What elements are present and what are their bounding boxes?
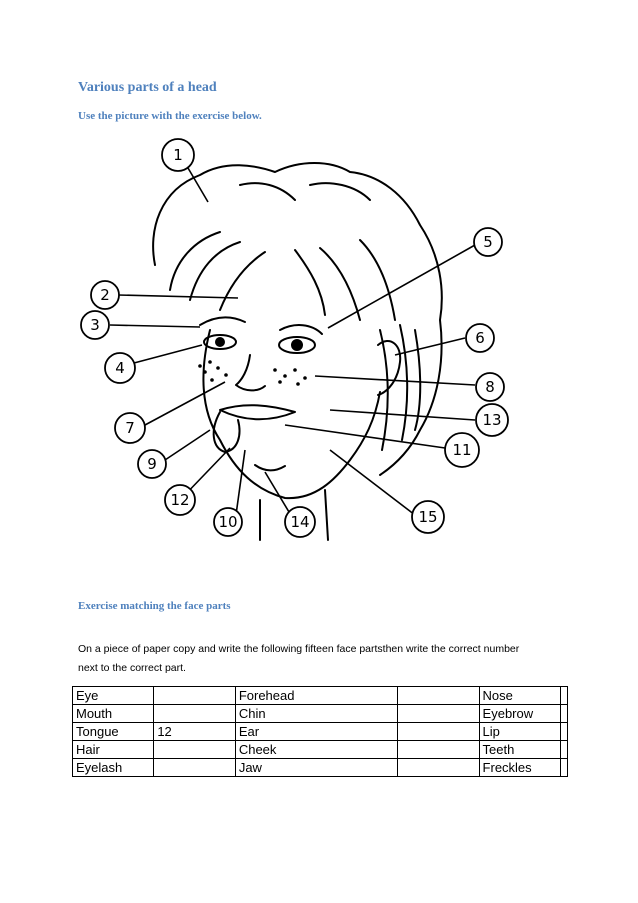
callout-11: 11 bbox=[452, 441, 472, 459]
callout-7: 7 bbox=[125, 419, 135, 437]
part-name: Tongue bbox=[73, 723, 154, 741]
page-title: Various parts of a head bbox=[78, 80, 217, 95]
callout-1: 1 bbox=[173, 146, 183, 164]
callout-13: 13 bbox=[482, 411, 502, 429]
table-row bbox=[73, 705, 568, 723]
part-name: Eyebrow bbox=[479, 705, 560, 723]
part-number bbox=[398, 705, 479, 723]
table-row bbox=[73, 723, 568, 741]
callout-8: 8 bbox=[485, 378, 495, 396]
part-number: 12 bbox=[154, 723, 236, 741]
part-number bbox=[561, 687, 568, 705]
callout-14: 14 bbox=[290, 513, 310, 531]
callout-15: 15 bbox=[418, 508, 438, 526]
part-name: Ear bbox=[235, 723, 398, 741]
part-name: Hair bbox=[73, 741, 154, 759]
exercise-heading: Exercise matching the face parts bbox=[78, 600, 231, 612]
table-row bbox=[73, 759, 568, 777]
callout-5: 5 bbox=[483, 233, 493, 251]
part-name: Nose bbox=[479, 687, 560, 705]
part-number bbox=[561, 759, 568, 777]
callout-2: 2 bbox=[100, 286, 110, 304]
instruction-text: Use the picture with the exercise below. bbox=[78, 110, 262, 122]
callout-6: 6 bbox=[475, 329, 485, 347]
callout-12: 12 bbox=[170, 491, 190, 509]
exercise-text-line2: next to the correct part. bbox=[78, 662, 186, 674]
part-number bbox=[398, 723, 479, 741]
part-number bbox=[398, 687, 479, 705]
part-name: Mouth bbox=[73, 705, 154, 723]
callout-9: 9 bbox=[147, 455, 157, 473]
part-name: Forehead bbox=[235, 687, 398, 705]
part-number bbox=[154, 687, 236, 705]
part-number bbox=[398, 741, 479, 759]
mouth-outline bbox=[220, 405, 295, 419]
part-name: Cheek bbox=[235, 741, 398, 759]
part-number bbox=[154, 741, 236, 759]
table-row bbox=[73, 741, 568, 759]
callout-10: 10 bbox=[218, 513, 238, 531]
face-illustration bbox=[60, 130, 530, 550]
face-parts-table bbox=[72, 686, 568, 777]
part-name: Eyelash bbox=[73, 759, 154, 777]
hair-outline bbox=[153, 163, 442, 475]
part-number bbox=[561, 723, 568, 741]
part-number bbox=[154, 759, 236, 777]
callout-4: 4 bbox=[115, 359, 125, 377]
part-name: Freckles bbox=[479, 759, 560, 777]
part-number bbox=[561, 741, 568, 759]
ear-outline bbox=[378, 341, 400, 395]
exercise-text-line1: On a piece of paper copy and write the following fifteen face partsthen write the correct number bbox=[78, 643, 520, 655]
part-number bbox=[398, 759, 479, 777]
callout-3: 3 bbox=[90, 316, 100, 334]
part-name: Chin bbox=[235, 705, 398, 723]
part-number bbox=[154, 705, 236, 723]
part-number bbox=[561, 705, 568, 723]
part-name: Teeth bbox=[479, 741, 560, 759]
part-name: Lip bbox=[479, 723, 560, 741]
part-name: Jaw bbox=[235, 759, 398, 777]
table-row bbox=[73, 687, 568, 705]
part-name: Eye bbox=[73, 687, 154, 705]
